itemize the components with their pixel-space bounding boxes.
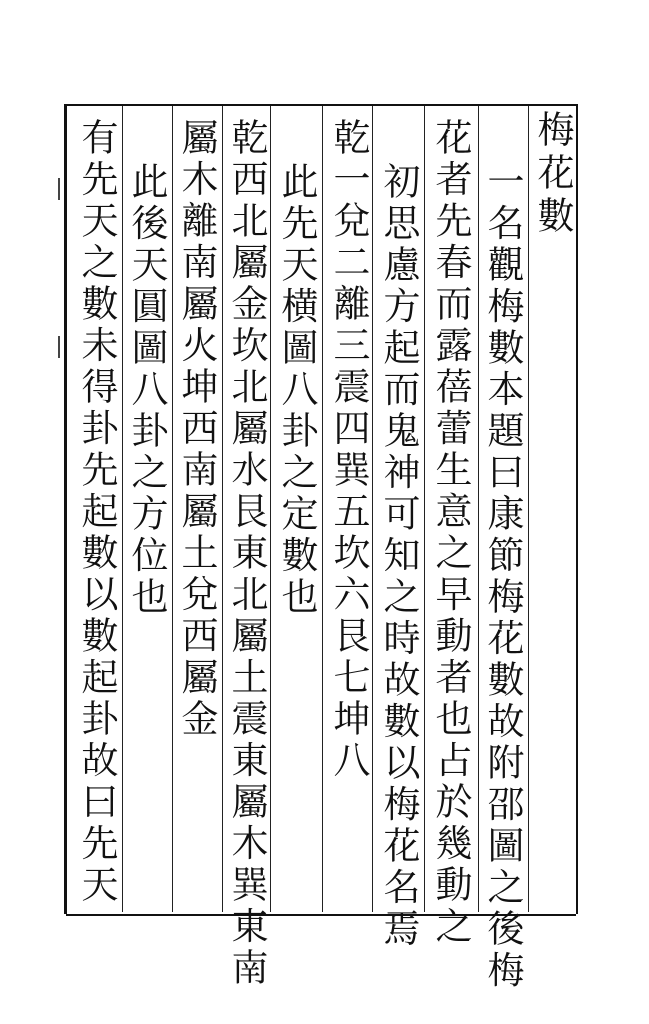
frame-right-border xyxy=(576,104,578,914)
page-title: 梅花數 xyxy=(531,110,574,239)
text-column-7: 屬木離南屬火坤西南屬土兌西屬金 xyxy=(175,118,218,741)
column-rule xyxy=(122,106,123,912)
column-rule xyxy=(322,106,323,912)
text-column-9: 有先天之數未得卦先起數以數起卦故曰先天 xyxy=(75,118,118,907)
column-rule xyxy=(528,106,529,912)
column-rule xyxy=(478,106,479,912)
column-rule xyxy=(424,106,425,912)
text-column-5: 此先天横圖八卦之定數也 xyxy=(275,162,318,619)
column-rule xyxy=(222,106,223,912)
gutter-mark xyxy=(58,178,70,200)
gutter-mark xyxy=(58,336,70,358)
column-rule xyxy=(372,106,373,912)
frame-left-border xyxy=(64,104,67,914)
text-column-8: 此後天圓圖八卦之方位也 xyxy=(125,162,168,619)
text-column-2: 花者先春而露蓓蕾生意之早動者也占於幾動之 xyxy=(429,118,472,948)
column-rule xyxy=(172,106,173,912)
text-column-4: 乾一兌二離三震四巽五坎六艮七坤八 xyxy=(327,118,370,782)
text-column-3: 初思慮方起而鬼神可知之時故數以梅花名焉 xyxy=(377,162,420,951)
text-column-6: 乾西北屬金坎北屬水艮東北屬土震東屬木巽東南 xyxy=(225,118,268,990)
text-column-1: 一名觀梅數本題曰康節梅花數故附邵圖之後梅 xyxy=(481,162,524,992)
column-rule xyxy=(270,106,271,912)
